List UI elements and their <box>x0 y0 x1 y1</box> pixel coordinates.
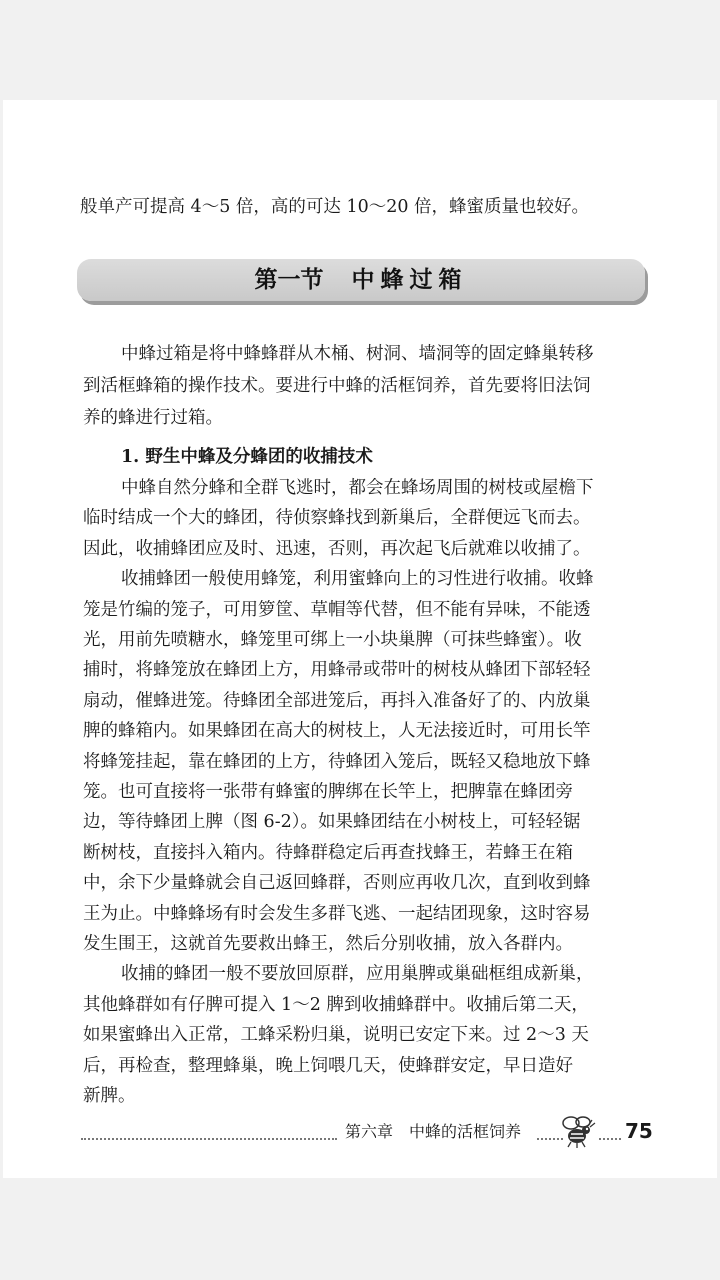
text-line: 边，等待蜂团上脾（图 6-2）。如果蜂团结在小树枝上，可轻轻锯 <box>83 812 581 832</box>
text-line: 临时结成一个大的蜂团，待侦察蜂找到新巢后，全群便远飞而去。 <box>83 508 591 528</box>
text-line: 到活框蜂箱的操作技术。要进行中蜂的活框饲养，首先要将旧法饲 <box>83 376 591 396</box>
text-line: 收捕的蜂团一般不要放回原群，应用巢脾或巢础框组成新巢， <box>121 964 594 984</box>
text-line: 其他蜂群如有仔脾可提入 1～2 脾到收捕蜂群中。收捕后第二天， <box>83 995 589 1015</box>
text-line: 因此，收捕蜂团应及时、迅速，否则，再次起飞后就难以收捕了。 <box>83 539 591 559</box>
text-line: 断树枝，直接抖入箱内。待蜂群稳定后再查找蜂王，若蜂王在箱 <box>83 843 573 863</box>
text-line: 般单产可提高 4～5 倍，高的可达 10～20 倍，蜂蜜质量也较好。 <box>80 197 590 217</box>
text-line: 王为止。中蜂蜂场有时会发生多群飞逃、一起结团现象，这时容易 <box>83 904 591 924</box>
text-line: 将蜂笼挂起，靠在蜂团的上方，待蜂团入笼后，既轻又稳地放下蜂 <box>83 752 591 772</box>
text-line: 扇动，催蜂进笼。待蜂团全部进笼后，再抖入准备好了的、内放巢 <box>83 691 591 711</box>
text-line: 新脾。 <box>83 1086 136 1106</box>
text-line: 中蜂过箱是将中蜂蜂群从木桶、树洞、墙洞等的固定蜂巢转移 <box>121 344 594 364</box>
subheading: 1. 野生中蜂及分蜂团的收捕技术 <box>121 447 373 467</box>
text-line: 如果蜜蜂出入正常，工蜂采粉归巢，说明已安定下来。过 2～3 天 <box>83 1025 589 1045</box>
section-banner <box>77 259 645 301</box>
page-footer <box>81 1118 651 1148</box>
footer-dotted-rule <box>599 1138 621 1140</box>
text-line: 收捕蜂团一般使用蜂笼，利用蜜蜂向上的习性进行收捕。收蜂 <box>121 569 594 589</box>
bee-icon <box>559 1112 597 1150</box>
text-line: 捕时，将蜂笼放在蜂团上方，用蜂帚或带叶的树枝从蜂团下部轻轻 <box>83 660 591 680</box>
text-line: 脾的蜂箱内。如果蜂团在高大的树枝上，人无法接近时，可用长竿 <box>83 721 591 741</box>
section-name: 中蜂过箱 <box>351 267 468 293</box>
text-line: 中蜂自然分蜂和全群飞逃时，都会在蜂场周围的树枝或屋檐下 <box>121 478 594 498</box>
text-line: 笼是竹编的笼子，可用箩筐、草帽等代替，但不能有异味，不能透 <box>83 600 591 620</box>
section-title <box>77 259 645 301</box>
page-number: 75 <box>625 1119 653 1143</box>
book-page <box>3 100 717 1178</box>
footer-dotted-rule <box>81 1138 337 1140</box>
text-line: 养的蜂进行过箱。 <box>83 408 223 428</box>
text-line: 笼。也可直接将一张带有蜂蜜的脾绑在长竿上，把脾靠在蜂团旁 <box>83 782 573 802</box>
text-line: 后，再检查，整理蜂巢，晚上饲喂几天，使蜂群安定，早日造好 <box>83 1056 573 1076</box>
chapter-title: 第六章 中蜂的活框饲养 <box>345 1122 522 1141</box>
text-line: 光，用前先喷糖水，蜂笼里可绑上一小块巢脾（可抹些蜂蜜）。收 <box>83 630 582 650</box>
text-line: 发生围王，这就首先要救出蜂王，然后分别收捕，放入各群内。 <box>83 934 573 954</box>
section-number: 第一节 <box>254 267 324 293</box>
text-line: 中，余下少量蜂就会自己返回蜂群，否则应再收几次，直到收到蜂 <box>83 873 591 893</box>
